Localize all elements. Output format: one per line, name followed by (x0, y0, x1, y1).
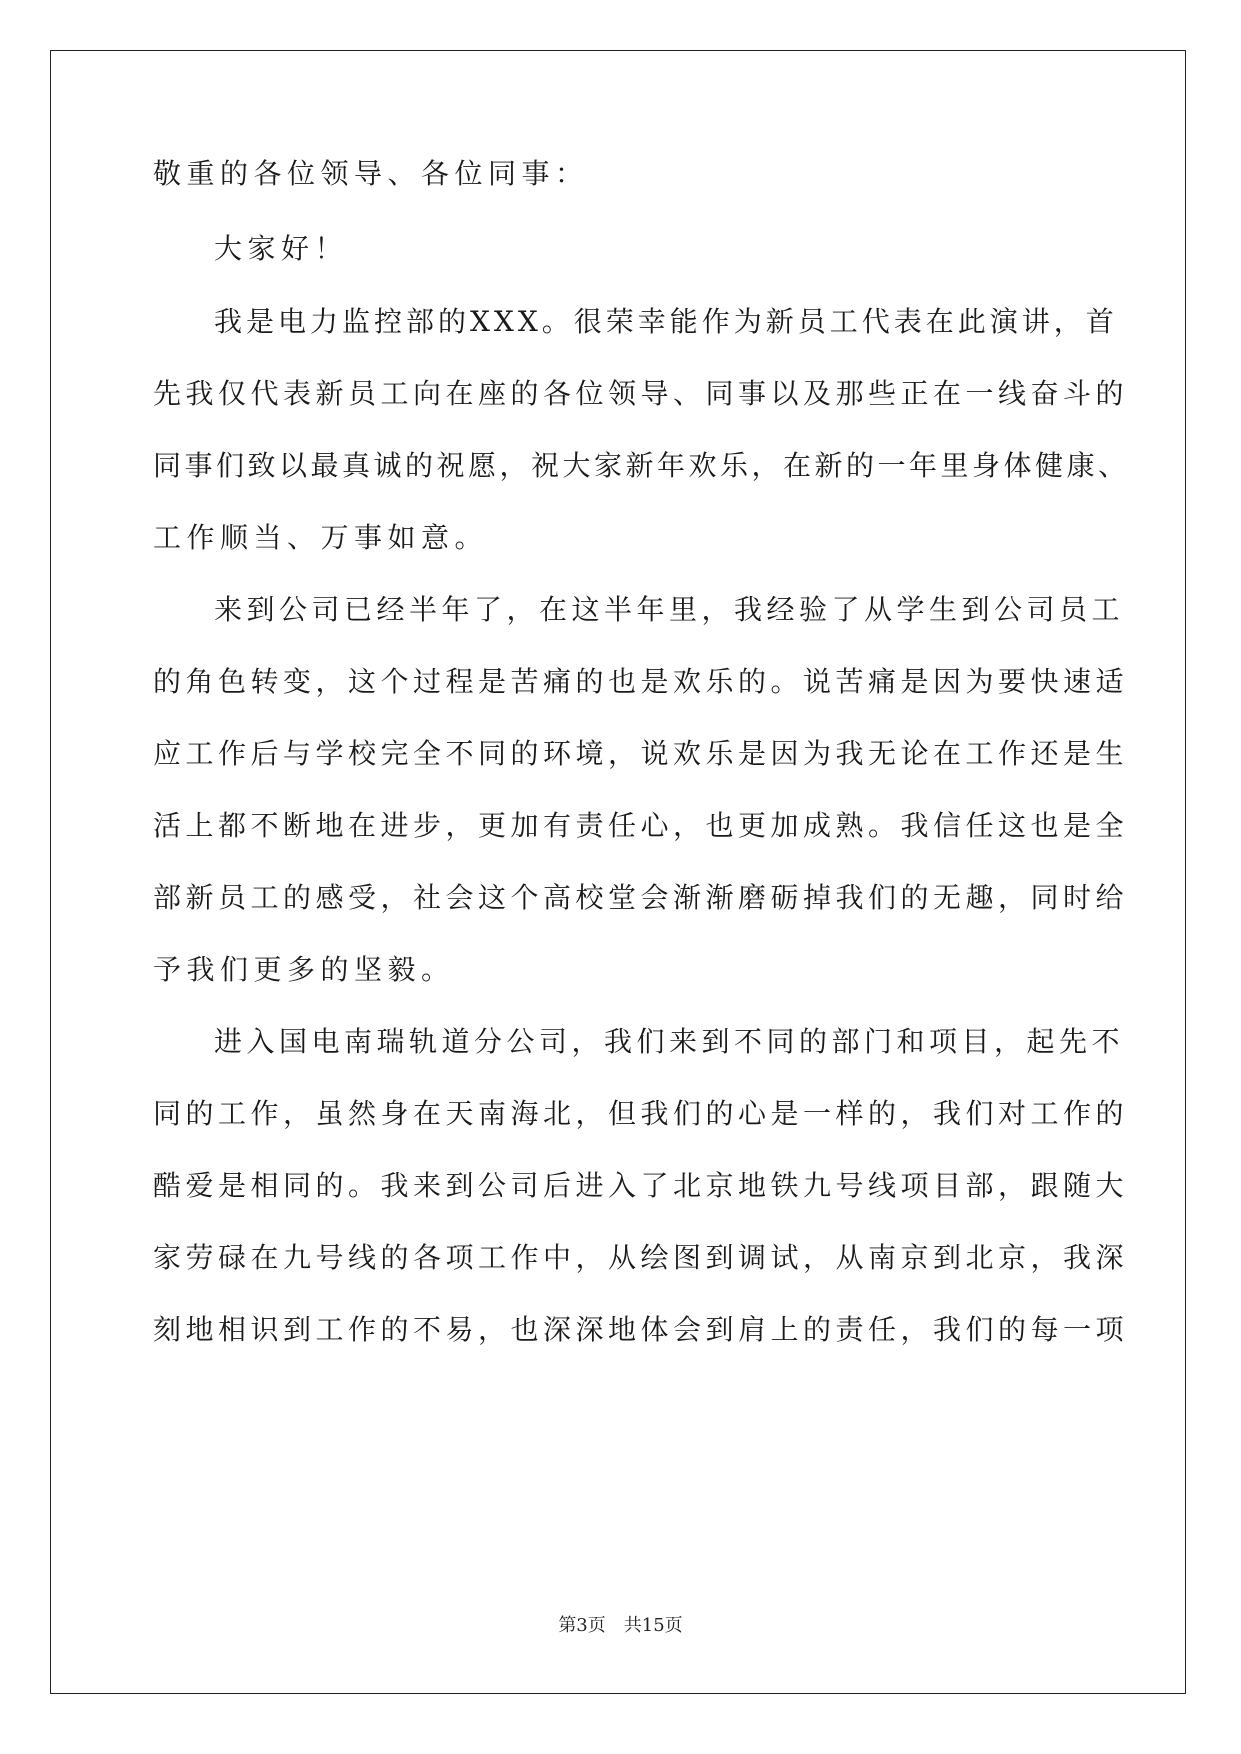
page-footer (0, 1614, 1241, 1638)
text-line: 酷爱是相同的。我来到公司后进入了北京地铁九号线项目部，跟随大 (153, 1169, 1129, 1202)
text-line: 家劳碌在九号线的各项工作中，从绘图到调试，从南京到北京，我深 (153, 1241, 1129, 1274)
salutation-line: 敬重的各位领导、各位同事： (153, 157, 589, 190)
text-line: 刻地相识到工作的不易，也深深地体会到肩上的责任，我们的每一项 (153, 1313, 1129, 1346)
text-line: 予我们更多的坚毅。 (153, 953, 455, 986)
text-line: 进入国电南瑞轨道分公司，我们来到不同的部门和项目，起先不 (214, 1025, 1125, 1058)
text-line: 活上都不断地在进步，更加有责任心，也更加成熟。我信任这也是全 (153, 809, 1129, 842)
page-number-total: 共15页 (623, 1615, 683, 1636)
text-line: 的角色转变，这个过程是苦痛的也是欢乐的。说苦痛是因为要快速适 (153, 665, 1129, 698)
text-line: 我是电力监控部的XXX。很荣幸能作为新员工代表在此演讲，首 (214, 305, 1118, 338)
text-line: 来到公司已经半年了，在这半年里，我经验了从学生到公司员工 (214, 593, 1125, 626)
page-border (50, 50, 1186, 1694)
greeting-line: 大家好！ (214, 232, 349, 265)
text-line: 应工作后与学校完全不同的环境，说欢乐是因为我无论在工作还是生 (153, 737, 1129, 770)
page-number-current: 第3页 (558, 1615, 606, 1636)
text-line: 同的工作，虽然身在天南海北，但我们的心是一样的，我们对工作的 (153, 1097, 1129, 1130)
text-line: 工作顺当、万事如意。 (153, 521, 489, 554)
text-line: 部新员工的感受，社会这个高校堂会渐渐磨砺掉我们的无趣，同时给 (153, 881, 1129, 914)
text-line: 同事们致以最真诚的祝愿，祝大家新年欢乐，在新的一年里身体健康、 (153, 449, 1130, 482)
text-line: 先我仅代表新员工向在座的各位领导、同事以及那些正在一线奋斗的 (153, 377, 1129, 410)
